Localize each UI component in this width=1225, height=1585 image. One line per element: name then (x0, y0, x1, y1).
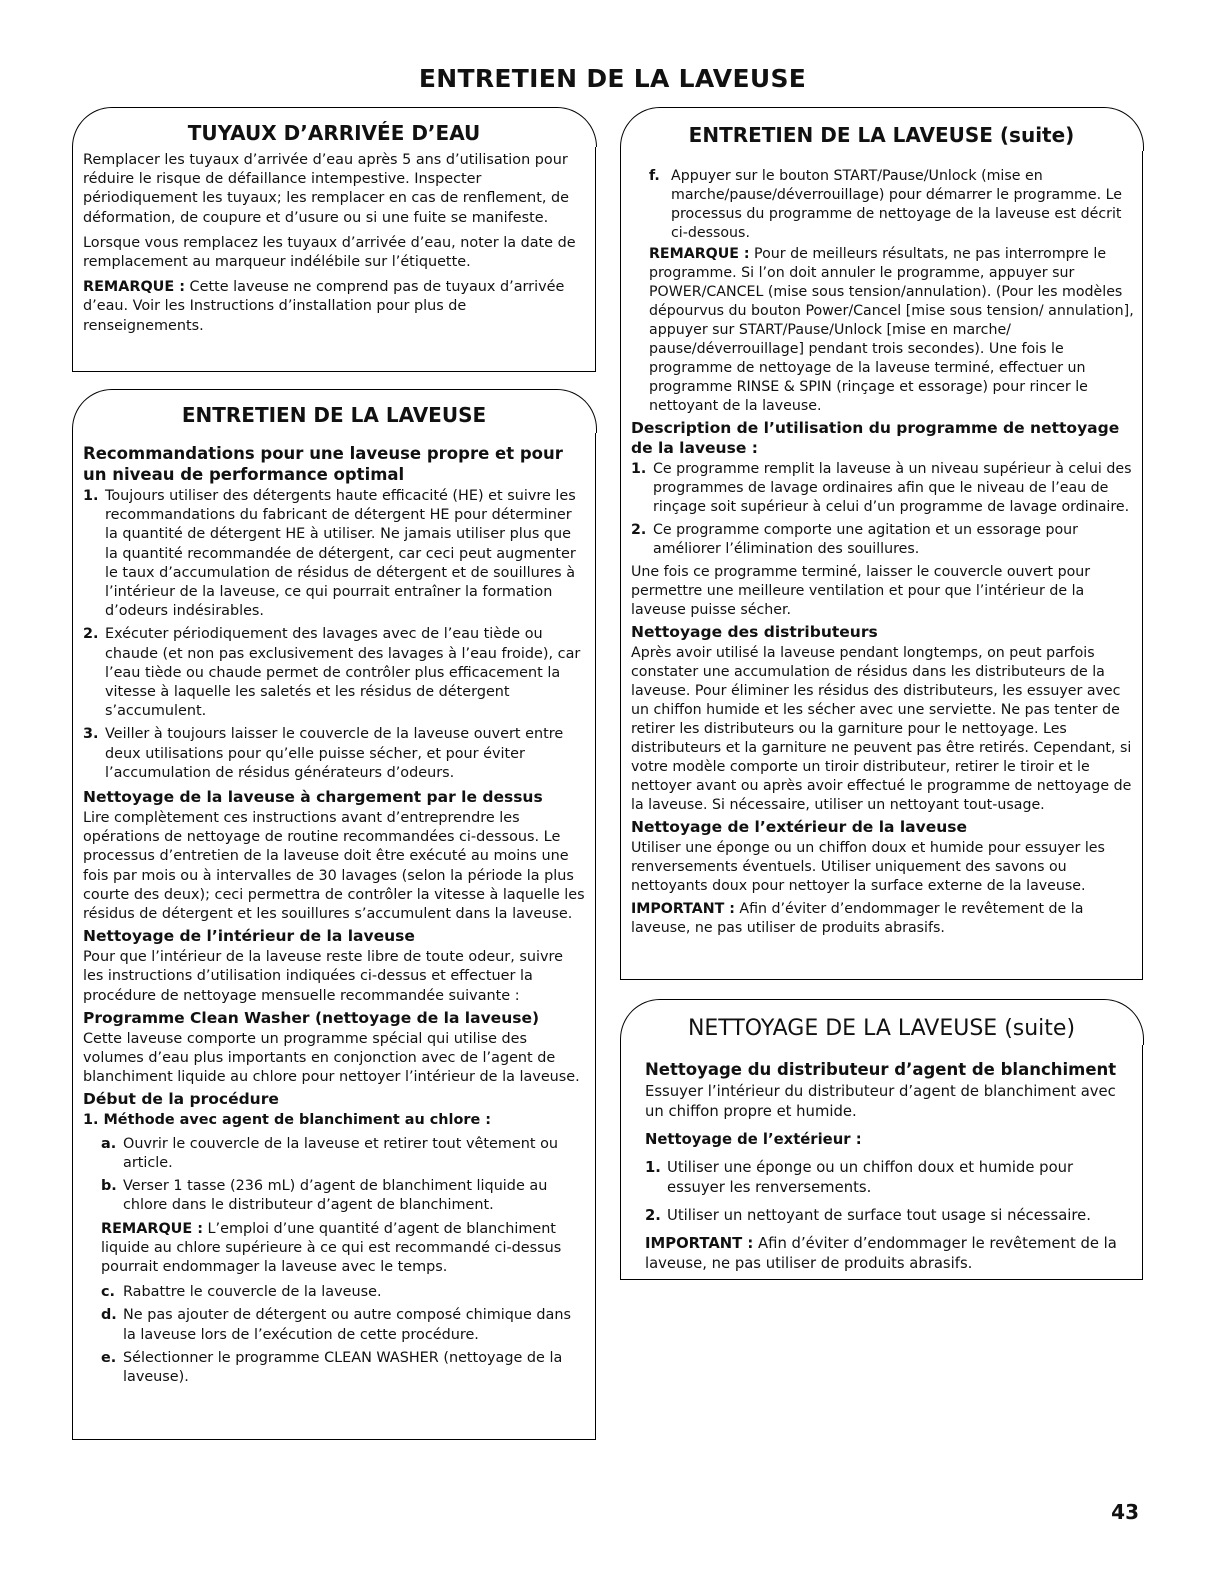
subheading: Nettoyage du distributeur d’agent de blanchiment (645, 1060, 1117, 1079)
paragraph: Remplacer les tuyaux d’arrivée d’eau après 5 ans d’utilisation pour réduire le risque de défaillance intempestive. Inspecter périodiquement les tuyaux; les remplacer en cas de renflement, de déformation, de coupure et d’usure ou si une fuite se manifeste. (83, 152, 570, 226)
note (83, 278, 587, 336)
list-item: 2. Exécuter périodiquement des lavages avec de l’eau tiède ou chaude (et non pas exclusivement des lavages à l’eau froide), car l’eau tiède ou chaude permet de contrôler plus efficacement la vitesse à laquelle les saletés et les résidus de détergent s’accumulent. (83, 626, 581, 720)
important-note (645, 1234, 1128, 1274)
note-text: Pour de meilleurs résultats, ne pas interrompre le programme. Si l’on doit annuler le programme, appuyer sur POWER/CANCEL (mise sous tension/annulation). (Pour les modèles dépourvus du bouton Power/Cancel [mise sous tension/ annulation], appuyer sur START/Pause/Unlock [mise en marche/ pause/déverrouillage] pendant trois secondes). Une fois le programme de nettoyage de la laveuse terminé, effectuer un programme RINSE & SPIN (rinçage et essorage) pour rincer le nettoyant de la laveuse. (649, 246, 1134, 414)
paragraph: Cette laveuse comporte un programme spécial qui utilise des volumes d’eau plus importants en conjonction avec de l’agent de blanchiment liquide au chlore pour nettoyer l’intérieur de la laveuse. (83, 1030, 580, 1086)
list-item: 2. Ce programme comporte une agitation et un essorage pour améliorer l’élimination des souillures. (631, 522, 1078, 557)
list-item: f. Appuyer sur le bouton START/Pause/Unlock (mise en marche/pause/déverrouillage) pour démarrer le programme. Le processus du programme de nettoyage de la laveuse est décrit ci-dessous. (649, 168, 1122, 241)
page-title: ENTRETIEN DE LA LAVEUSE (418, 64, 807, 93)
washer-cleaning-continued-section (620, 1016, 1143, 1280)
list-item: a. Ouvrir le couvercle de la laveuse et retirer tout vêtement ou article. (101, 1135, 559, 1171)
list-item: 3. Veiller à toujours laisser le couvercle de la laveuse ouvert entre deux utilisations pour qu’elle puisse sécher, et pour éviter l’accumulation de résidus générateurs d’odeurs. (83, 726, 564, 781)
subheading: Nettoyage des distributeurs (631, 623, 878, 641)
list-item: d. Ne pas ajouter de détergent ou autre composé chimique dans la laveuse lors de l’exécution de cette procédure. (101, 1307, 571, 1343)
note-text: Cette laveuse ne comprend pas de tuyaux d’arrivée d’eau. Voir les Instructions d’installation pour plus de renseignements. (83, 279, 565, 334)
list-item: 2. Utiliser un nettoyant de surface tout usage si nécessaire. (645, 1207, 1091, 1224)
paragraph: Lire complètement ces instructions avant d’entreprendre les opérations de nettoyage de routine recommandées ci-dessous. Le processus d’entretien de la laveuse doit être exécuté au moins une fois par mois ou à intervalles de 30 lavages (selon la période la plus courte des deux); ceci permettra de contrôler la vitesse à laquelle les résidus de détergent et les souillures s’accumulent dans la laveuse. (83, 810, 585, 923)
important-note (631, 900, 1134, 938)
washer-care-section (72, 403, 596, 1440)
note-text: L’emploi d’une quantité d’agent de blanchiment liquide au chlore supérieure à ce qui est recommandé ci-dessus pourrait endommager la laveuse avec le temps. (101, 1220, 562, 1275)
method-title: 1. Méthode avec agent de blanchiment au chlore : (83, 1112, 491, 1129)
paragraph: Après avoir utilisé la laveuse pendant longtemps, on peut parfois constater une accumulation de résidus dans les distributeurs de la laveuse. Pour éliminer les résidus des distributeurs, les essuyer avec un chiffon humide et les sécher avec une serviette. Ne pas tenter de retirer les distributeurs ou la garniture pour le nettoyage. Les distributeurs et la garniture ne peuvent pas être retirés. Cependant, si votre modèle comporte un tiroir distributeur, retirer le tiroir et le nettoyer avant ou après avoir effectué le programme de nettoyage de la laveuse. Si nécessaire, utiliser un nettoyant tout-usage. (631, 645, 1132, 813)
paragraph: Une fois ce programme terminé, laisser le couvercle ouvert pour permettre une meilleure ventilation et pour que l’intérieur de la laveuse puisse sécher. (631, 564, 1091, 618)
important-text: Afin d’éviter d’endommager le revêtement de la laveuse, ne pas utiliser de produits abrasifs. (645, 1235, 1117, 1272)
list-item: 1. Toujours utiliser des détergents haute efficacité (HE) et suivre les recommandations du fabricant de détergent HE pour déterminer la quantité de détergent HE à utiliser. Ne jamais utiliser plus que la quantité recommandée de détergent, car ceci peut augmenter le taux d’accumulation de résidus de détergent et de souillures à l’intérieur de la laveuse, ce qui pourrait entraîner la formation d’odeurs indésirables. (83, 488, 576, 620)
paragraph: Lorsque vous remplacez les tuyaux d’arrivée d’eau, noter la date de remplacement au marqueur indélébile sur l’étiquette. (83, 234, 576, 271)
list-item: 1. Utiliser une éponge ou un chiffon doux et humide pour essuyer les renversements. (645, 1159, 1074, 1196)
section-heading: NETTOYAGE DE LA LAVEUSE (suite) (620, 999, 1144, 1045)
washer-care-continued-section (620, 123, 1143, 980)
section-heading: ENTRETIEN DE LA LAVEUSE (suite) (620, 107, 1144, 151)
subheading: Nettoyage de la laveuse à chargement par le dessus (83, 788, 543, 807)
note-label: REMARQUE : (101, 1220, 203, 1237)
subheading: Nettoyage de l’extérieur : (645, 1131, 862, 1148)
note-label: REMARQUE : (649, 246, 750, 262)
subheading: Nettoyage de l’extérieur de la laveuse (631, 818, 968, 836)
water-hoses-section (72, 121, 596, 372)
list-item: c. Rabattre le couvercle de la laveuse. (101, 1284, 382, 1301)
subheading: Description de l’utilisation du programme de nettoyage de la laveuse : (631, 419, 1120, 457)
note (101, 1220, 587, 1278)
important-label: IMPORTANT : (645, 1235, 754, 1252)
section-heading: ENTRETIEN DE LA LAVEUSE (72, 389, 597, 433)
subheading: Début de la procédure (83, 1090, 279, 1109)
note (649, 245, 1134, 416)
section-heading: TUYAUX D’ARRIVÉE D’EAU (72, 107, 597, 147)
list-item: b. Verser 1 tasse (236 mL) d’agent de blanchiment liquide au chlore dans le distributeur d’agent de blanchiment. (101, 1178, 548, 1214)
subheading: Programme Clean Washer (nettoyage de la laveuse) (83, 1008, 540, 1027)
page-number: 43 (1111, 1500, 1139, 1524)
paragraph: Essuyer l’intérieur du distributeur d’agent de blanchiment avec un chiffon propre et humide. (645, 1083, 1116, 1120)
note-label: REMARQUE : (83, 279, 185, 296)
important-label: IMPORTANT : (631, 901, 735, 917)
paragraph: Utiliser une éponge ou un chiffon doux et humide pour essuyer les renversements éventuels. Utiliser uniquement des savons ou nettoyants doux pour nettoyer la surface externe de la laveuse. (631, 840, 1105, 894)
list-item: e. Sélectionner le programme CLEAN WASHER (nettoyage de la laveuse). (101, 1349, 563, 1385)
paragraph: Pour que l’intérieur de la laveuse reste libre de toute odeur, suivre les instructions d’utilisation indiquées ci-dessus et effectuer la procédure de nettoyage mensuelle recommandée suivante : (83, 949, 563, 1004)
subheading: Nettoyage de l’intérieur de la laveuse (83, 927, 415, 946)
subheading: Recommandations pour une laveuse propre et pour un niveau de performance optimal (83, 444, 563, 484)
important-text: Afin d’éviter d’endommager le revêtement de la laveuse, ne pas utiliser de produits abrasifs. (631, 901, 1084, 936)
list-item: 1. Ce programme remplit la laveuse à un niveau supérieur à celui des programmes de lavage ordinaires afin que le niveau de l’eau de rinçage soit supérieur à celui d’un programme de lavage ordinaire. (631, 461, 1132, 515)
